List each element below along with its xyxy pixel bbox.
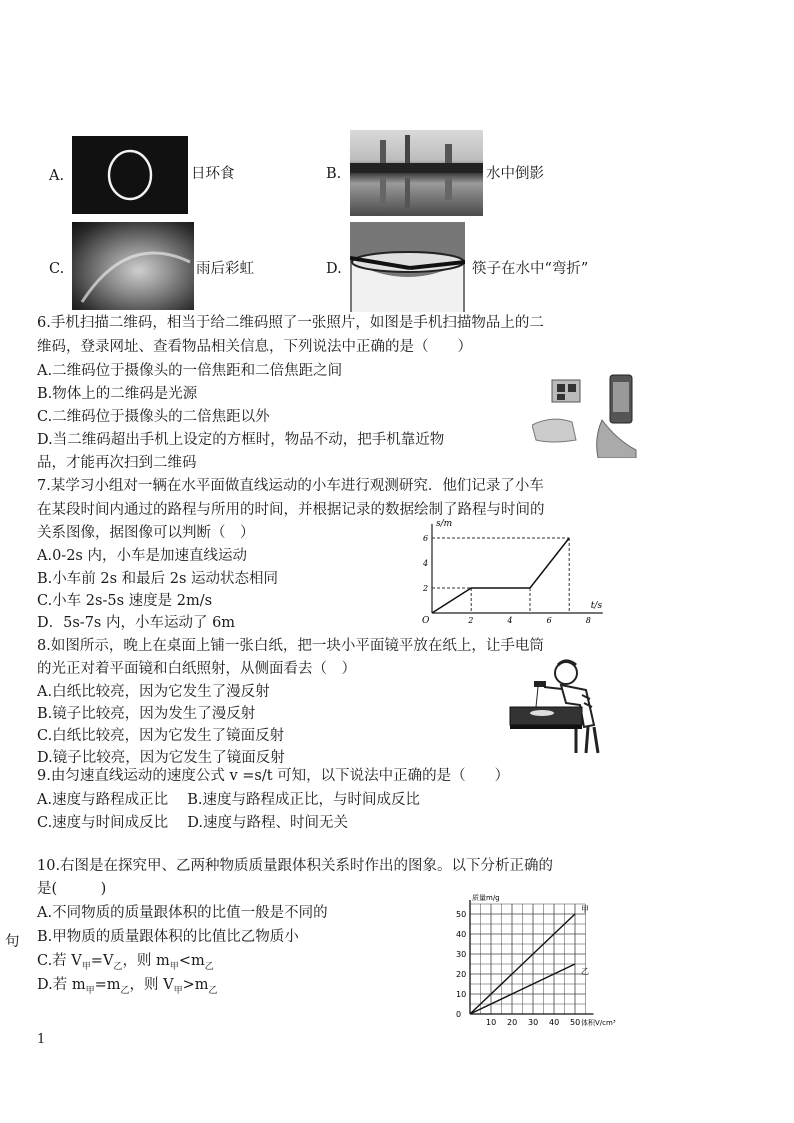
- phone-qr-icon: [532, 370, 640, 458]
- st-x-tick-8: 8: [585, 616, 591, 625]
- mv-series-label-0: 甲: [581, 905, 589, 914]
- st-x-tick-2: 2: [468, 616, 474, 625]
- mv-x-tick-30: 30: [528, 1018, 539, 1027]
- q8-stem-line2: 的光正对着平面镜和白纸照射，从侧面看去（ ）: [37, 661, 356, 677]
- q10-option-d: D.若 $m_甲=m_乙$，则 $V_甲>m_乙$: [37, 977, 218, 996]
- mv-x-tick-20: 20: [507, 1018, 518, 1027]
- q6-option-d-cont: 品，才能再次扫到二维码: [37, 455, 197, 471]
- reflection-scene-icon: [350, 130, 483, 216]
- q10-option-b: B.甲物质的质量跟体积的比值比乙物质小: [37, 929, 299, 945]
- q8-option-d: D.镜子比较亮，因为它发生了镜面反射: [37, 750, 285, 766]
- q6-option-d: D.当二维码超出手机上设定的方框时，物品不动，把手机靠近物: [37, 432, 445, 448]
- st-series-line: [432, 538, 569, 613]
- bowl-chopstick-icon: [350, 222, 465, 312]
- st-x-tick-6: 6: [546, 616, 552, 625]
- mv-x-tick-50: 50: [570, 1018, 581, 1027]
- mv-y-tick-30: 30: [456, 950, 467, 959]
- rainbow-photo: [72, 222, 194, 310]
- margin-character: 句: [5, 934, 20, 950]
- q6-stem-line1: 6.手机扫描二维码，相当于给二维码照了一张照片，如图是手机扫描物品上的二: [37, 315, 544, 331]
- q8-option-b: B.镜子比较亮，因为发生了漫反射: [37, 706, 256, 722]
- st-y-tick-4: 4: [423, 559, 429, 568]
- q6-option-c: C.二维码位于摄像头的二倍焦距以外: [37, 409, 270, 425]
- q5-option-d-label: D.: [326, 261, 342, 277]
- st-origin-label: O: [422, 616, 430, 625]
- mv-series-label-1: 乙: [581, 967, 589, 976]
- q7-stem-line1: 7.某学习小组对一辆在水平面做直线运动的小车进行观测研究．他们记录了小车: [37, 478, 544, 494]
- q7-option-c: C.小车 2s-5s 速度是 2m/s: [37, 593, 213, 609]
- q5-option-b-label: B.: [326, 166, 342, 182]
- water-reflection-photo: [350, 130, 483, 216]
- q5-option-c-label: C.: [49, 261, 65, 277]
- q10-option-c: C.若 $V_甲=V_乙$，则 $m_甲<m_乙$: [37, 953, 214, 972]
- st-x-tick-4: 4: [507, 616, 513, 625]
- mv-x-tick-10: 10: [486, 1018, 497, 1027]
- st-y-tick-2: 2: [423, 584, 429, 593]
- q8-stem-line1: 8.如图所示，晚上在桌面上铺一张白纸，把一块小平面镜平放在纸上，让手电筒: [37, 638, 544, 654]
- q6-option-a: A.二维码位于摄像头的一倍焦距和二倍焦距之间: [37, 363, 343, 379]
- chopstick-in-water-photo: [350, 222, 465, 312]
- q5-option-b-caption: 水中倒影: [486, 166, 544, 182]
- q5-option-d-caption: 筷子在水中“弯折”: [472, 261, 589, 277]
- mv-y-tick-0: 0: [456, 1010, 462, 1019]
- q5-option-c-caption: 雨后彩虹: [196, 261, 254, 277]
- q8-option-a: A.白纸比较亮，因为它发生了漫反射: [37, 684, 270, 700]
- q5-option-a-caption: 日环食: [191, 166, 235, 182]
- q10-stem-line1: 10.右图是在探究甲、乙两种物质质量跟体积关系时作出的图象。以下分析正确的: [37, 858, 554, 874]
- q10-option-a: A.不同物质的质量跟体积的比值一般是不同的: [37, 905, 328, 921]
- st-y-label: s/m: [436, 518, 453, 529]
- q7-option-d: D．5s-7s 内，小车运动了 6m: [37, 615, 236, 631]
- eclipse-ring-icon: [72, 136, 188, 214]
- q6-option-b: B.物体上的二维码是光源: [37, 386, 198, 402]
- flashlight-mirror-figure: [506, 655, 606, 755]
- distance-time-chart: [418, 517, 618, 625]
- page-number: 1: [37, 1032, 46, 1047]
- q10-stem-line2: 是( ): [37, 881, 107, 897]
- solar-eclipse-photo: [72, 136, 188, 214]
- q8-option-c: C.白纸比较亮，因为它发生了镜面反射: [37, 728, 285, 744]
- mv-x-label: 体积V/cm³: [581, 1019, 616, 1027]
- mv-y-tick-40: 40: [456, 930, 467, 939]
- mv-y-tick-50: 50: [456, 910, 467, 919]
- mv-y-tick-10: 10: [456, 990, 467, 999]
- mass-volume-chart: [440, 894, 660, 1032]
- phone-scanning-qr-figure: [532, 370, 640, 458]
- q7-option-b: B.小车前 2s 和最后 2s 运动状态相同: [37, 571, 279, 587]
- person-flashlight-icon: [506, 655, 606, 755]
- q9-options-line1: A.速度与路程成正比 B.速度与路程成正比，与时间成反比: [37, 792, 420, 808]
- mv-x-tick-40: 40: [549, 1018, 560, 1027]
- q7-option-a: A.0-2s 内，小车是加速直线运动: [37, 548, 247, 564]
- st-x-label: t/s: [590, 601, 603, 611]
- mv-y-tick-20: 20: [456, 970, 467, 979]
- q5-option-a-label: A.: [49, 168, 65, 184]
- st-y-tick-6: 6: [423, 534, 429, 543]
- rainbow-arc-icon: [72, 222, 194, 310]
- q9-options-line2: C.速度与时间成反比 D.速度与路程、时间无关: [37, 815, 349, 831]
- q9-stem: 9.由匀速直线运动的速度公式 v =s/t 可知，以下说法中正确的是（ ）: [37, 768, 510, 784]
- q6-stem-line2: 维码，登录网址、查看物品相关信息，下列说法中正确的是（ ）: [37, 339, 472, 355]
- q7-stem-line2: 在某段时间内通过的路程与所用的时间，并根据记录的数据绘制了路程与时间的: [37, 502, 545, 518]
- q7-stem-line3: 关系图像，据图像可以判断（ ）: [37, 525, 255, 541]
- mv-y-label: 质量m/g: [472, 894, 500, 902]
